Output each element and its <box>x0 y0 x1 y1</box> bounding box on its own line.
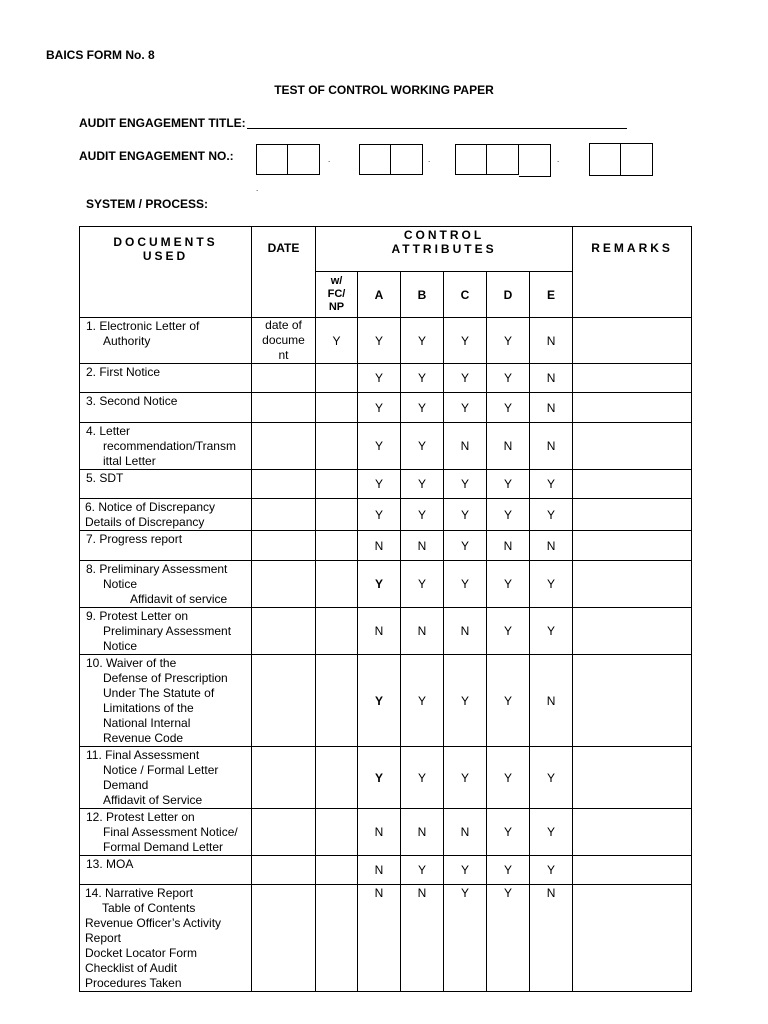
date-cell[interactable] <box>252 856 316 885</box>
remarks-cell[interactable] <box>573 393 692 423</box>
doc-line: Limitations of the <box>103 701 194 715</box>
doc-line: 5. SDT <box>86 471 124 485</box>
attr-b-cell: Y <box>401 470 444 499</box>
attr-b-cell: N <box>401 809 444 856</box>
engagement-no-group-2 <box>359 144 423 175</box>
date-cell[interactable] <box>252 608 316 655</box>
col-documents-line1: DOCUMENTS <box>113 235 218 249</box>
attr-c-cell: Y <box>444 470 487 499</box>
separator-dot: . <box>557 155 560 164</box>
doc-line: Report <box>85 931 122 945</box>
attr-e-cell: Y <box>530 470 573 499</box>
attr-a-cell: N <box>358 608 401 655</box>
document-cell <box>80 885 252 992</box>
doc-line: Preliminary Assessment <box>103 624 232 638</box>
attr-e-cell: Y <box>530 856 573 885</box>
wfc-cell[interactable] <box>316 423 358 470</box>
wfc-cell[interactable] <box>316 747 358 809</box>
col-c-header: C <box>444 272 487 318</box>
separator-dot: . <box>428 155 431 164</box>
doc-line: 9. Protest Letter on <box>86 609 189 623</box>
wfc-line1: w/ <box>330 275 343 287</box>
doc-line: 14. Narrative Report <box>85 886 194 900</box>
attr-b-cell: Y <box>401 393 444 423</box>
document-cell <box>80 470 252 499</box>
document-cell <box>80 499 252 531</box>
separator-dot: . <box>328 155 331 164</box>
attr-a-cell: N <box>358 531 401 561</box>
doc-line: 1. Electronic Letter of <box>86 319 200 333</box>
table-row <box>80 318 692 364</box>
doc-line: Authority <box>103 334 151 348</box>
attr-e-cell: N <box>530 393 573 423</box>
document-cell <box>80 423 252 470</box>
attr-a-cell: Y <box>358 561 401 608</box>
attr-c-cell: Y <box>444 561 487 608</box>
attr-d-cell: Y <box>487 856 530 885</box>
doc-line: 10. Waiver of the <box>86 656 177 670</box>
table-row <box>80 809 692 856</box>
attr-c-cell: Y <box>444 393 487 423</box>
wfc-cell[interactable] <box>316 885 358 992</box>
doc-line: ittal Letter <box>103 454 156 468</box>
wfc-line2: FC/ <box>327 288 346 300</box>
attr-d-cell: Y <box>487 809 530 856</box>
col-documents-header <box>80 227 252 318</box>
digit-box[interactable] <box>256 144 288 175</box>
remarks-cell[interactable] <box>573 608 692 655</box>
doc-line: Final Assessment Notice/ <box>103 825 238 839</box>
attr-b-cell: Y <box>401 318 444 364</box>
attr-e-cell: N <box>530 423 573 470</box>
digit-box[interactable] <box>519 144 551 177</box>
doc-line: 13. MOA <box>86 857 134 871</box>
attr-b-cell: Y <box>401 747 444 809</box>
wfc-cell[interactable] <box>316 531 358 561</box>
attr-b-cell: N <box>401 608 444 655</box>
table-row <box>80 608 692 655</box>
attr-e-cell: N <box>530 531 573 561</box>
remarks-cell[interactable] <box>573 531 692 561</box>
document-cell <box>80 655 252 747</box>
wfc-cell[interactable] <box>316 470 358 499</box>
col-e-header: E <box>530 272 573 318</box>
doc-line: Formal Demand Letter <box>103 840 224 854</box>
doc-line: Checklist of Audit <box>85 961 178 975</box>
engagement-no-group-1 <box>256 144 320 175</box>
doc-line: Notice <box>103 577 138 591</box>
remarks-cell[interactable] <box>573 856 692 885</box>
attr-c-cell: N <box>444 608 487 655</box>
doc-line: 4. Letter <box>86 424 131 438</box>
doc-line: 8. Preliminary Assessment <box>86 562 228 576</box>
form-number: BAICS FORM No. 8 <box>46 48 155 62</box>
date-cell[interactable] <box>252 809 316 856</box>
digit-box[interactable] <box>288 144 320 175</box>
attr-b-cell: Y <box>401 364 444 393</box>
attr-a-cell: N <box>358 809 401 856</box>
date-line: nt <box>278 348 289 362</box>
attr-c-cell: Y <box>444 747 487 809</box>
attr-d-cell: Y <box>487 885 530 992</box>
doc-line: 12. Protest Letter on <box>86 810 195 824</box>
col-wfc-header <box>316 272 358 318</box>
remarks-cell[interactable] <box>573 318 692 364</box>
attr-b-cell: N <box>401 531 444 561</box>
doc-line: Notice <box>103 639 138 653</box>
wfc-cell[interactable] <box>316 499 358 531</box>
wfc-cell[interactable] <box>316 393 358 423</box>
remarks-cell[interactable] <box>573 499 692 531</box>
remarks-cell[interactable] <box>573 809 692 856</box>
attr-d-cell: N <box>487 531 530 561</box>
engagement-title-line[interactable] <box>247 128 627 129</box>
attr-c-cell: N <box>444 809 487 856</box>
attr-c-cell: N <box>444 423 487 470</box>
document-cell <box>80 393 252 423</box>
table-row <box>80 470 692 499</box>
remarks-cell[interactable] <box>573 655 692 747</box>
wfc-cell[interactable] <box>316 561 358 608</box>
wfc-cell: Y <box>316 318 358 364</box>
wfc-cell[interactable] <box>316 856 358 885</box>
doc-line: 2. First Notice <box>86 365 161 379</box>
attr-c-cell: Y <box>444 364 487 393</box>
attr-a-cell: N <box>358 885 401 992</box>
document-cell <box>80 318 252 364</box>
attr-a-cell: Y <box>358 318 401 364</box>
wfc-cell[interactable] <box>316 364 358 393</box>
document-cell <box>80 364 252 393</box>
digit-box[interactable] <box>589 143 621 176</box>
wfc-cell[interactable] <box>316 809 358 856</box>
attr-c-cell: Y <box>444 885 487 992</box>
doc-line: Affidavit of service <box>130 592 228 606</box>
system-process-label: SYSTEM / PROCESS: <box>86 197 209 211</box>
digit-box[interactable] <box>455 144 487 175</box>
wfc-line3: NP <box>328 301 345 313</box>
attr-e-cell: Y <box>530 809 573 856</box>
col-b-header: B <box>401 272 444 318</box>
doc-line: 11. Final Assessment <box>86 748 200 762</box>
engagement-no-group-3 <box>455 144 551 177</box>
col-control-line1: CONTROL <box>403 228 485 242</box>
attr-a-cell: Y <box>358 423 401 470</box>
document-cell <box>80 809 252 856</box>
attr-e-cell: N <box>530 885 573 992</box>
date-cell[interactable] <box>252 561 316 608</box>
date-cell <box>252 318 316 364</box>
attr-e-cell: Y <box>530 747 573 809</box>
attr-d-cell: Y <box>487 364 530 393</box>
date-cell[interactable] <box>252 470 316 499</box>
attr-d-cell: Y <box>487 608 530 655</box>
table-row <box>80 856 692 885</box>
attr-c-cell: Y <box>444 499 487 531</box>
doc-line: Procedures Taken <box>85 976 182 990</box>
digit-box[interactable] <box>391 144 423 175</box>
doc-line: 6. Notice of Discrepancy <box>85 500 216 514</box>
document-cell <box>80 531 252 561</box>
date-cell[interactable] <box>252 655 316 747</box>
col-control-line2: ATTRIBUTES <box>391 242 497 256</box>
attr-d-cell: Y <box>487 470 530 499</box>
attr-e-cell: N <box>530 655 573 747</box>
attr-a-cell: N <box>358 856 401 885</box>
remarks-cell[interactable] <box>573 747 692 809</box>
control-attributes-table <box>79 226 692 992</box>
col-d-header: D <box>487 272 530 318</box>
date-cell[interactable] <box>252 393 316 423</box>
table-row <box>80 531 692 561</box>
doc-line: 7. Progress report <box>86 532 183 546</box>
remarks-cell[interactable] <box>573 364 692 393</box>
attr-d-cell: N <box>487 423 530 470</box>
attr-c-cell: Y <box>444 856 487 885</box>
attr-a-cell: Y <box>358 655 401 747</box>
attr-d-cell: Y <box>487 393 530 423</box>
doc-line: Docket Locator Form <box>85 946 198 960</box>
attr-a-cell: Y <box>358 393 401 423</box>
col-date-header: DATE <box>252 227 316 318</box>
wfc-cell[interactable] <box>316 655 358 747</box>
doc-line: National Internal <box>103 716 191 730</box>
table-row <box>80 747 692 809</box>
doc-line: Table of Contents <box>102 901 196 915</box>
date-line: date of <box>265 318 302 332</box>
date-cell[interactable] <box>252 423 316 470</box>
digit-box[interactable] <box>621 143 653 176</box>
col-remarks-header: REMARKS <box>573 227 692 318</box>
table-row <box>80 561 692 608</box>
col-control-attributes-header <box>316 227 573 272</box>
attr-b-cell: Y <box>401 499 444 531</box>
col-a-header: A <box>358 272 401 318</box>
attr-a-cell: Y <box>358 364 401 393</box>
attr-b-cell: Y <box>401 561 444 608</box>
engagement-no-label: AUDIT ENGAGEMENT NO.: <box>79 149 234 163</box>
table-row <box>80 655 692 747</box>
doc-line: Revenue Officer’s Activity <box>85 916 222 930</box>
date-cell[interactable] <box>252 499 316 531</box>
table-row <box>80 885 692 992</box>
attr-b-cell: N <box>401 885 444 992</box>
document-cell <box>80 561 252 608</box>
attr-d-cell: Y <box>487 747 530 809</box>
doc-line: Revenue Code <box>103 731 184 745</box>
doc-line: Under The Statute of <box>103 686 215 700</box>
date-cell[interactable] <box>252 747 316 809</box>
col-documents-line2: USED <box>142 249 189 263</box>
document-cell <box>80 856 252 885</box>
table-row <box>80 423 692 470</box>
doc-line: Affidavit of Service <box>103 793 203 807</box>
attr-c-cell: Y <box>444 655 487 747</box>
attr-d-cell: Y <box>487 318 530 364</box>
attr-e-cell: Y <box>530 499 573 531</box>
remarks-cell[interactable] <box>573 470 692 499</box>
attr-a-cell: Y <box>358 499 401 531</box>
table-row <box>80 499 692 531</box>
doc-line: Details of Discrepancy <box>85 515 205 529</box>
table-row <box>80 393 692 423</box>
attr-d-cell: Y <box>487 561 530 608</box>
attr-e-cell: Y <box>530 561 573 608</box>
attr-c-cell: Y <box>444 318 487 364</box>
document-cell <box>80 747 252 809</box>
attr-b-cell: Y <box>401 856 444 885</box>
attr-a-cell: Y <box>358 747 401 809</box>
attr-e-cell: N <box>530 364 573 393</box>
date-cell[interactable] <box>252 531 316 561</box>
date-cell[interactable] <box>252 885 316 992</box>
doc-line: Defense of Prescription <box>103 671 228 685</box>
attr-b-cell: Y <box>401 423 444 470</box>
doc-line: recommendation/Transm <box>103 439 236 453</box>
remarks-cell[interactable] <box>573 561 692 608</box>
attr-e-cell: N <box>530 318 573 364</box>
digit-box[interactable] <box>487 144 519 175</box>
doc-line: Demand <box>103 778 149 792</box>
engagement-no-group-4 <box>589 143 653 176</box>
attr-b-cell: Y <box>401 655 444 747</box>
doc-line: 3. Second Notice <box>86 394 178 408</box>
date-cell[interactable] <box>252 364 316 393</box>
document-title: TEST OF CONTROL WORKING PAPER <box>274 83 494 97</box>
attr-e-cell: Y <box>530 608 573 655</box>
attr-d-cell: Y <box>487 655 530 747</box>
attr-d-cell: Y <box>487 499 530 531</box>
remarks-cell[interactable] <box>573 423 692 470</box>
separator-dot: . <box>256 184 259 193</box>
attr-a-cell: Y <box>358 470 401 499</box>
attr-c-cell: Y <box>444 531 487 561</box>
remarks-cell[interactable] <box>573 885 692 992</box>
date-line: docume <box>262 333 305 347</box>
engagement-title-label: AUDIT ENGAGEMENT TITLE: <box>79 116 246 130</box>
doc-line: Notice / Formal Letter <box>103 763 219 777</box>
table-row <box>80 364 692 393</box>
wfc-cell[interactable] <box>316 608 358 655</box>
digit-box[interactable] <box>359 144 391 175</box>
document-cell <box>80 608 252 655</box>
